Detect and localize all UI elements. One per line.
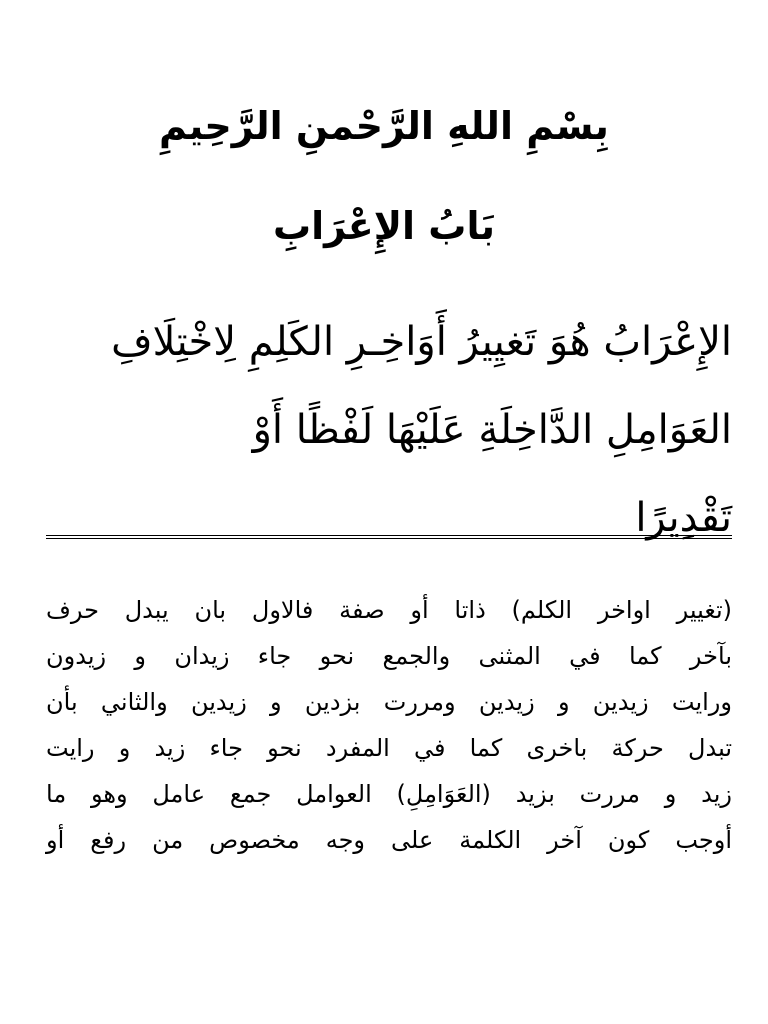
commentary-line: (تغيير اواخر الكلم) ذاتا أو صفة فالاول بان يبدل حرف — [46, 596, 732, 624]
commentary-line: تبدل حركة باخرى كما في المفرد نحو جاء زيد و رايت — [46, 734, 732, 762]
matn-line: تَقْدِيرًا — [635, 495, 732, 541]
matn-line: العَوَامِلِ الدَّاخِلَةِ عَلَيْهَا لَفْظًا أَوْ — [252, 407, 732, 453]
commentary-line: زيد و مررت بزيد (العَوَامِلِ) العوامل جمع عامل وهو ما — [46, 780, 732, 808]
commentary-text — [46, 587, 732, 863]
commentary-line: أوجب كون آخر الكلمة على وجه مخصوص من رفع أو — [46, 826, 732, 854]
chapter-title: بَابُ الإِعْرَابِ — [272, 204, 496, 248]
commentary-line: ورايت زيدين و زيدين ومررت بزدين و زيدين والثاني بأن — [46, 688, 732, 716]
commentary-line: بآخر كما في المثنى والجمع نحو جاء زيدان و زيدون — [46, 642, 732, 670]
basmala-heading: بِسْمِ اللهِ الرَّحْمنِ الرَّحِيمِ — [159, 104, 609, 148]
double-rule-divider — [46, 535, 732, 539]
matn-text — [46, 298, 732, 562]
matn-line: الإِعْرَابُ هُوَ تَغيِيرُ أَوَاخِـرِ الكَلِمِ لِاخْتِلَافِ — [111, 319, 732, 365]
